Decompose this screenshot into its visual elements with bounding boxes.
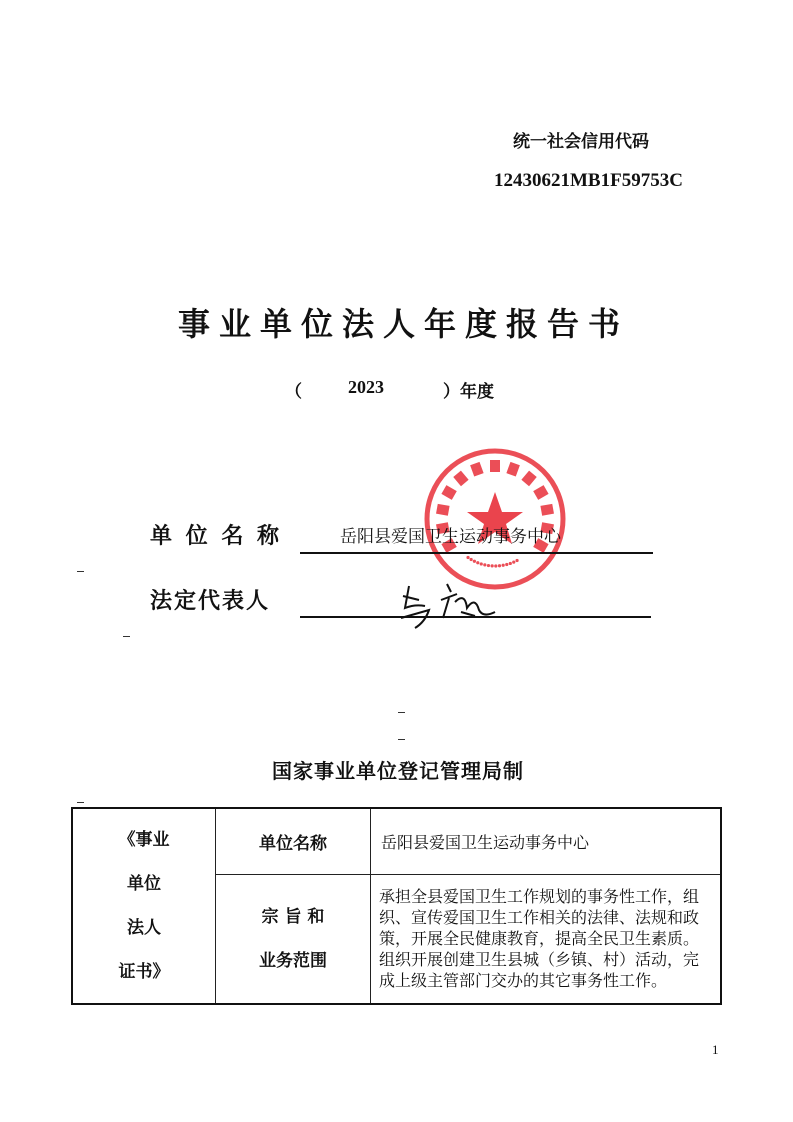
credit-code-value: 12430621MB1F59753C xyxy=(494,170,683,191)
unit-name-cell-label: 单位名称 xyxy=(216,808,371,874)
certificate-table xyxy=(71,807,722,1005)
seal-number-mark xyxy=(494,564,497,567)
seal-number-mark xyxy=(470,558,473,561)
seal-number-mark xyxy=(480,562,483,565)
page-number: 1 xyxy=(712,1042,719,1057)
seal-number-mark xyxy=(483,563,486,566)
side-label-line: 证书》 xyxy=(118,962,170,982)
seal-number-mark xyxy=(498,564,501,567)
seal-number-mark xyxy=(505,563,508,566)
mark xyxy=(77,802,84,803)
mark xyxy=(398,712,405,713)
purpose-label-line: 宗 旨 和 xyxy=(261,906,325,927)
seal-number-mark xyxy=(491,564,494,567)
signature xyxy=(395,578,505,630)
seal-glyph-mark xyxy=(506,462,520,477)
mark xyxy=(398,739,405,740)
credit-code-label: 统一社会信用代码 xyxy=(513,132,649,152)
seal-number-mark xyxy=(502,564,505,567)
seal-number-mark xyxy=(512,561,515,564)
official-seal xyxy=(420,444,570,594)
seal-number-mark xyxy=(515,559,518,562)
page-title: 事业单位法人年度报告书 xyxy=(178,305,630,343)
seal-glyph-mark xyxy=(490,460,500,472)
seal-number-mark xyxy=(476,561,479,564)
certificate-side-label xyxy=(72,808,216,1004)
side-label-line: 法人 xyxy=(127,918,161,938)
year-close: ）年度 xyxy=(443,382,494,402)
mark xyxy=(123,636,130,637)
seal-glyph-mark xyxy=(436,504,450,516)
mark xyxy=(77,571,84,572)
report-year: 2023 xyxy=(348,377,384,397)
seal-number-mark xyxy=(487,564,490,567)
year-open: （ xyxy=(285,382,302,402)
purpose-cell-value: 承担全县爱国卫生工作规划的事务性工作，组织、宣传爱国卫生工作相关的法律、法规和政策，开展全民健康教育，提高全民卫生素质。组织开展创建卫生县城（乡镇、村）活动，完成上级主管部门交办的其它事务性工作。 xyxy=(371,874,722,1004)
seal-number-mark xyxy=(509,562,512,565)
seal-glyph-mark xyxy=(470,462,484,477)
seal-glyph-mark xyxy=(540,504,554,516)
side-label-line: 单位 xyxy=(127,874,161,894)
unit-name-label: 单 位 名 称 xyxy=(150,524,282,549)
issuer: 国家事业单位登记管理局制 xyxy=(272,759,524,783)
seal-glyph-mark xyxy=(441,485,456,500)
purpose-label-line: 业务范围 xyxy=(259,950,327,971)
side-label-line: 《事业 xyxy=(118,830,170,850)
unit-name-cell-value: 岳阳县爱国卫生运动事务中心 xyxy=(371,808,722,874)
seal-glyph-mark xyxy=(521,471,536,487)
purpose-cell-label xyxy=(216,874,371,1004)
unit-name-value: 岳阳县爱国卫生运动事务中心 xyxy=(340,527,561,547)
seal-number-mark xyxy=(466,556,469,559)
unit-name-underline xyxy=(300,552,653,554)
legal-rep-label: 法定代表人 xyxy=(150,589,271,614)
legal-rep-underline xyxy=(300,616,651,618)
seal-number-mark xyxy=(473,560,476,563)
seal-glyph-mark xyxy=(453,471,468,487)
seal-glyph-mark xyxy=(533,485,548,500)
